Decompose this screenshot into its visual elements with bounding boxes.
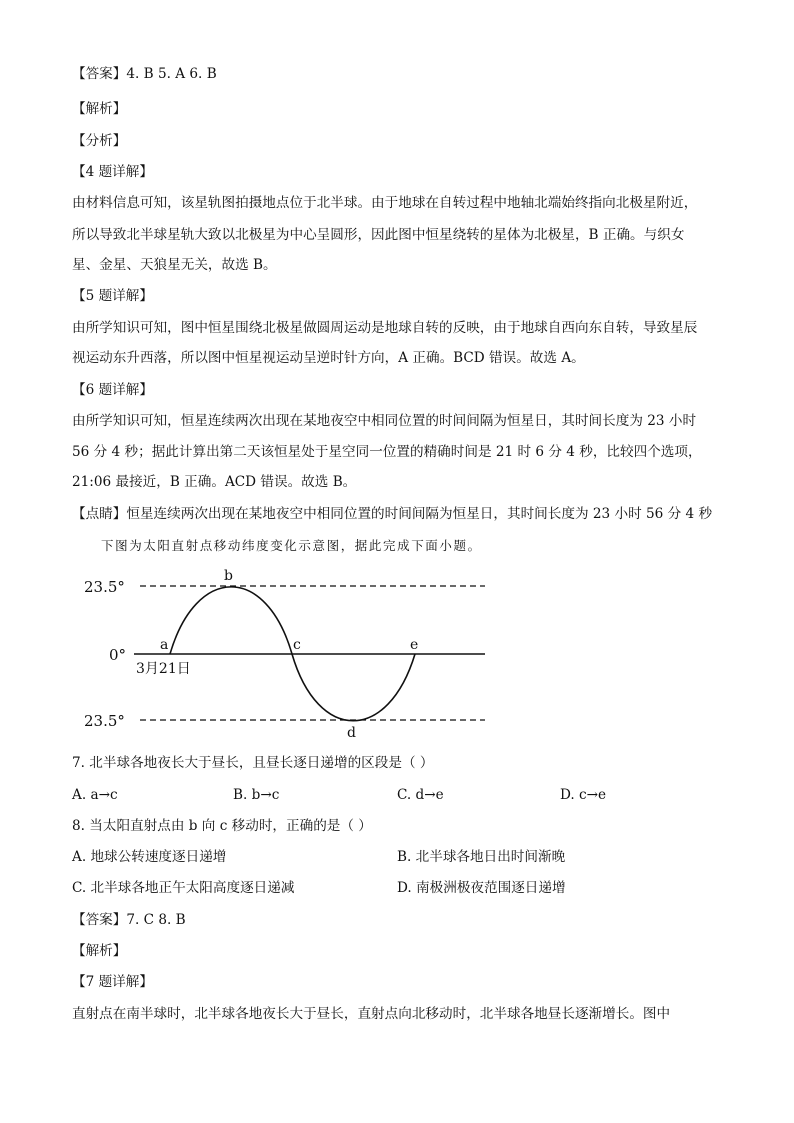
q4-detail-line-1: 由材料信息可知，该星轨图拍摄地点位于北半球。由于地球在自转过程中地轴北端始终指向北极星附近，: [72, 195, 698, 211]
point-label-a: a: [160, 637, 169, 653]
q8-option-b: B. 北半球各地日出时间渐晚: [397, 849, 566, 865]
q4-detail-line-3: 星、金星、天狼星无关，故选 B。: [72, 257, 277, 273]
q6-detail-heading: 【6 题详解】: [72, 382, 153, 398]
analysis-sub-heading: 【分析】: [72, 133, 127, 149]
q5-detail-line-2: 视运动东升西落，所以图中恒星视运动呈逆时针方向，A 正确。BCD 错误。故选 A。: [72, 350, 585, 366]
analysis-heading: 【解析】: [72, 101, 127, 117]
q7-option-c: C. d→e: [397, 787, 444, 803]
point-label-c: c: [293, 637, 301, 653]
q6-detail-line-3: 21:06 最接近，B 正确。ACD 错误。故选 B。: [72, 474, 357, 490]
bottom-latitude-label: 23.5°: [84, 712, 125, 730]
zero-latitude-label: 0°: [109, 646, 127, 664]
answer-line-4-6: 【答案】4. B 5. A 6. B: [72, 66, 217, 82]
q7-option-a: A. a→c: [72, 787, 118, 803]
q7-option-b: B. b→c: [233, 787, 280, 803]
q7-detail-heading: 【7 题详解】: [72, 974, 153, 990]
q7-option-d: D. c→e: [560, 787, 607, 803]
top-latitude-label: 23.5°: [84, 578, 125, 596]
answer-line-7-8: 【答案】7. C 8. B: [72, 912, 186, 928]
q4-detail-heading: 【4 题详解】: [72, 164, 153, 180]
analysis-heading-2: 【解析】: [72, 943, 127, 959]
point-label-b: b: [224, 568, 233, 584]
q8-option-a: A. 地球公转速度逐日递增: [72, 849, 227, 865]
q8-option-c: C. 北半球各地正午太阳高度逐日递减: [72, 880, 295, 896]
question-8: 8. 当太阳直射点由 b 向 c 移动时，正确的是（ ）: [72, 818, 372, 834]
date-label: 3月21日: [136, 661, 191, 677]
point-label-e: e: [410, 637, 419, 653]
q5-detail-heading: 【5 题详解】: [72, 288, 153, 304]
key-point-line: 【点睛】恒星连续两次出现在某地夜空中相同位置的时间间隔为恒星日，其时间长度为 23 小时 56 分 4 秒: [72, 506, 713, 522]
solar-declination-figure: [78, 565, 498, 745]
q4-detail-line-2: 所以导致北半球星轨大致以北极星为中心呈圆形，因此图中恒星绕转的星体为北极星，B 正确。与织女: [72, 227, 685, 243]
question-7: 7. 北半球各地夜长大于昼长，且昼长逐日递增的区段是（ ）: [72, 755, 434, 771]
figure-caption: 下图为太阳直射点移动纬度变化示意图，据此完成下面小题。: [101, 538, 482, 553]
q7-detail-line-1: 直射点在南半球时，北半球各地夜长大于昼长，直射点向北移动时，北半球各地昼长逐渐增长。图中: [72, 1006, 671, 1022]
point-label-d: d: [347, 725, 356, 741]
q5-detail-line-1: 由所学知识可知，图中恒星围绕北极星做圆周运动是地球自转的反映，由于地球自西向东自转，导致星辰: [72, 320, 698, 336]
q6-detail-line-2: 56 分 4 秒；据此计算出第二天该恒星处于星空同一位置的精确时间是 21 时 6 分 4 秒，比较四个选项，: [72, 444, 702, 460]
q6-detail-line-1: 由所学知识可知，恒星连续两次出现在某地夜空中相同位置的时间间隔为恒星日，其时间长度为 23 小时: [72, 413, 697, 429]
q8-option-d: D. 南极洲极夜范围逐日递增: [397, 880, 566, 896]
